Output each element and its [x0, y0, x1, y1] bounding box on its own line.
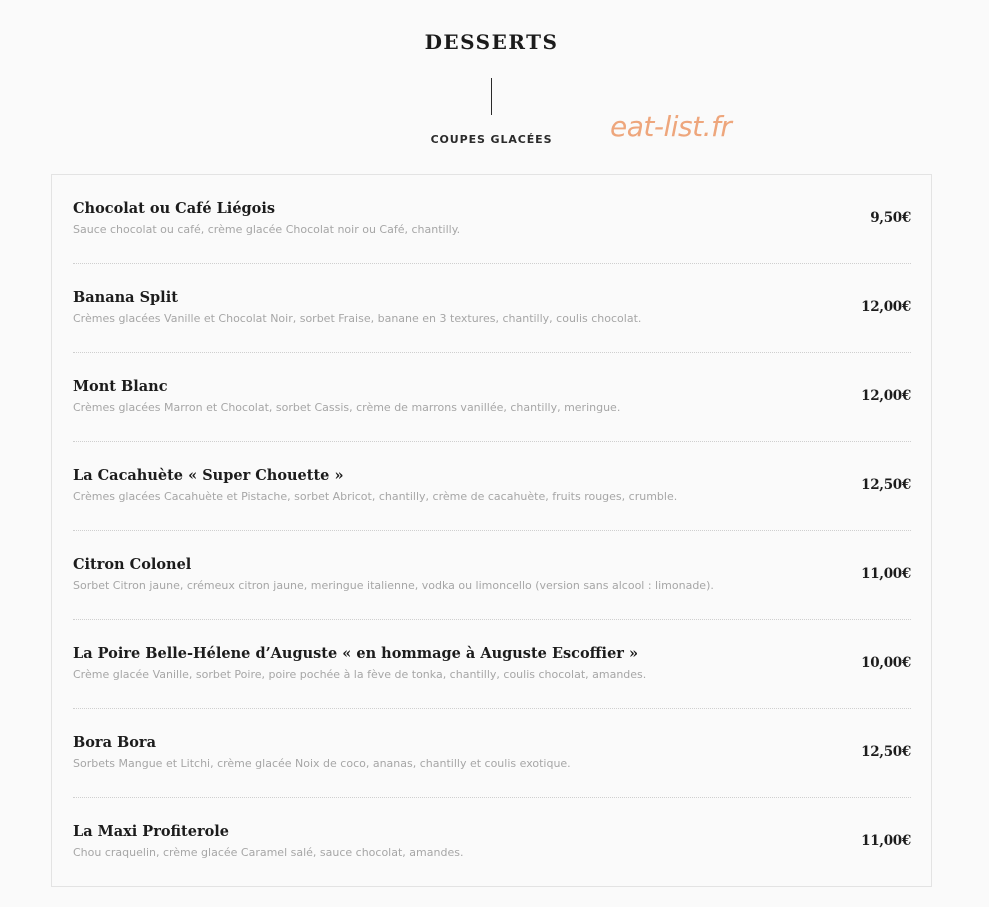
item-name: Banana Split	[73, 289, 178, 306]
item-description: Sorbets Mangue et Litchi, crème glacée Noix de coco, ananas, chantilly et coulis exotique.	[73, 757, 571, 770]
menu-item	[73, 798, 911, 887]
item-name: Mont Blanc	[73, 378, 168, 395]
item-description: Crèmes glacées Vanille et Chocolat Noir, sorbet Fraise, banane en 3 textures, chantilly, coulis chocolat.	[73, 312, 642, 325]
item-name: Bora Bora	[73, 734, 156, 751]
item-description: Crème glacée Vanille, sorbet Poire, poire pochée à la fève de tonka, chantilly, coulis chocolat, amandes.	[73, 668, 647, 681]
item-name: La Poire Belle-Hélene d’Auguste « en hommage à Auguste Escoffier »	[73, 645, 639, 662]
menu-item	[73, 442, 911, 531]
item-price: 11,00€	[861, 833, 911, 849]
watermark: eat-list.fr	[610, 110, 732, 143]
item-price: 12,50€	[861, 744, 911, 760]
item-name: Citron Colonel	[73, 556, 192, 573]
item-description: Crèmes glacées Marron et Chocolat, sorbet Cassis, crème de marrons vanillée, chantilly, meringue.	[73, 401, 621, 414]
menu-item	[73, 175, 911, 264]
title-divider	[491, 78, 492, 115]
page-title: DESSERTS	[424, 30, 559, 54]
item-price: 11,00€	[861, 566, 911, 582]
menu-item	[73, 531, 911, 620]
item-name: La Maxi Profiterole	[73, 823, 230, 840]
section-title: COUPES GLACÉES	[430, 133, 553, 146]
menu-item	[73, 709, 911, 798]
item-price: 10,00€	[861, 655, 911, 671]
item-price: 9,50€	[870, 210, 911, 226]
menu-item	[73, 353, 911, 442]
item-description: Chou craquelin, crème glacée Caramel salé, sauce chocolat, amandes.	[73, 846, 464, 859]
item-price: 12,00€	[861, 388, 911, 404]
menu-item	[73, 620, 911, 709]
item-description: Crèmes glacées Cacahuète et Pistache, sorbet Abricot, chantilly, crème de cacahuète, fruits rouges, crumble.	[73, 490, 678, 503]
item-description: Sorbet Citron jaune, crémeux citron jaune, meringue italienne, vodka ou limoncello (version sans alcool : limonade).	[73, 579, 714, 592]
menu-item	[73, 264, 911, 353]
item-price: 12,00€	[861, 299, 911, 315]
item-description: Sauce chocolat ou café, crème glacée Chocolat noir ou Café, chantilly.	[73, 223, 461, 236]
menu-card	[51, 174, 932, 887]
item-price: 12,50€	[861, 477, 911, 493]
item-name: La Cacahuète « Super Chouette »	[73, 467, 344, 484]
item-name: Chocolat ou Café Liégois	[73, 200, 276, 217]
